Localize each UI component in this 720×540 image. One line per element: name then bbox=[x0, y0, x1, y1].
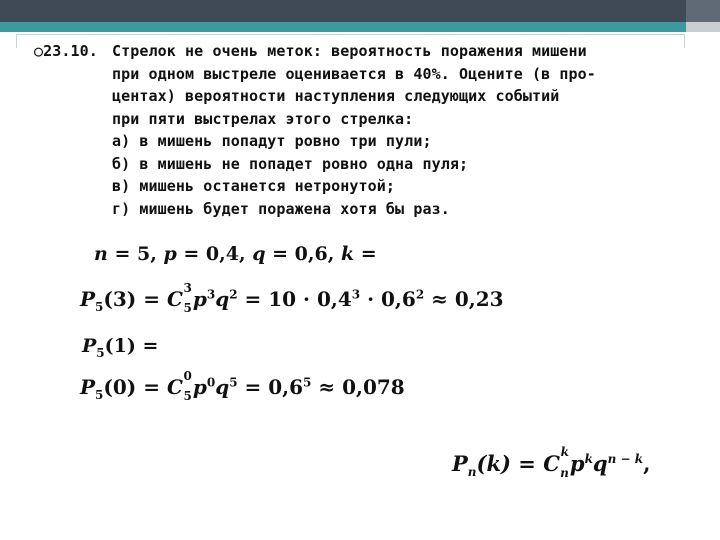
problem-item-c: в) мишень останется нетронутой; bbox=[112, 177, 396, 195]
formula-p5-3: $P_5(3) = C$ 3 5 $p^3q^2 = 10 \cdot 0,4^3 \cdot 0,6^2 \approx 0,23$ bbox=[80, 281, 504, 315]
problem-item-b: б) в мишень не попадет ровно одна пуля; bbox=[112, 154, 469, 173]
problem-item-a: а) в мишень попадут ровно три пули; bbox=[112, 132, 432, 150]
problem-line: при одном выстреле оценивается в 40%. Оцените (в про- bbox=[112, 64, 596, 83]
slide-corner-accent bbox=[686, 0, 720, 22]
problem-item-d: г) мишень будет поражена хотя бы раз. bbox=[112, 199, 450, 218]
formula-p5-1: $P_5(1)$ = bbox=[82, 335, 159, 360]
problem-line: Стрелок не очень меток: вероятность поражения мишени bbox=[112, 42, 587, 60]
slide-accent-stripe-end bbox=[686, 22, 720, 32]
formula-bernoulli-general: $P_n(k) = C$ k n $p^kq^{n - k}$, bbox=[452, 445, 651, 480]
frame-top-line bbox=[16, 34, 684, 35]
frame-right-tick bbox=[684, 34, 685, 48]
problem-text bbox=[34, 40, 664, 220]
problem-line: при пяти выстрелах этого стрелка: bbox=[112, 109, 414, 128]
slide-top-bar bbox=[0, 0, 720, 22]
problem-line: центах) вероятности наступления следующих событий bbox=[112, 87, 560, 105]
formula-p5-0: $P_5(0) = C$ 0 5 $p^0q^5 = 0,6^5 \approx 0,078$ bbox=[80, 369, 405, 403]
parameters-line: n = 5, p = 0,4, q = 0,6, k = bbox=[94, 243, 377, 265]
slide-accent-stripe bbox=[0, 22, 686, 32]
frame-left-tick bbox=[16, 34, 17, 48]
problem-number: ○23.10. bbox=[34, 42, 98, 60]
